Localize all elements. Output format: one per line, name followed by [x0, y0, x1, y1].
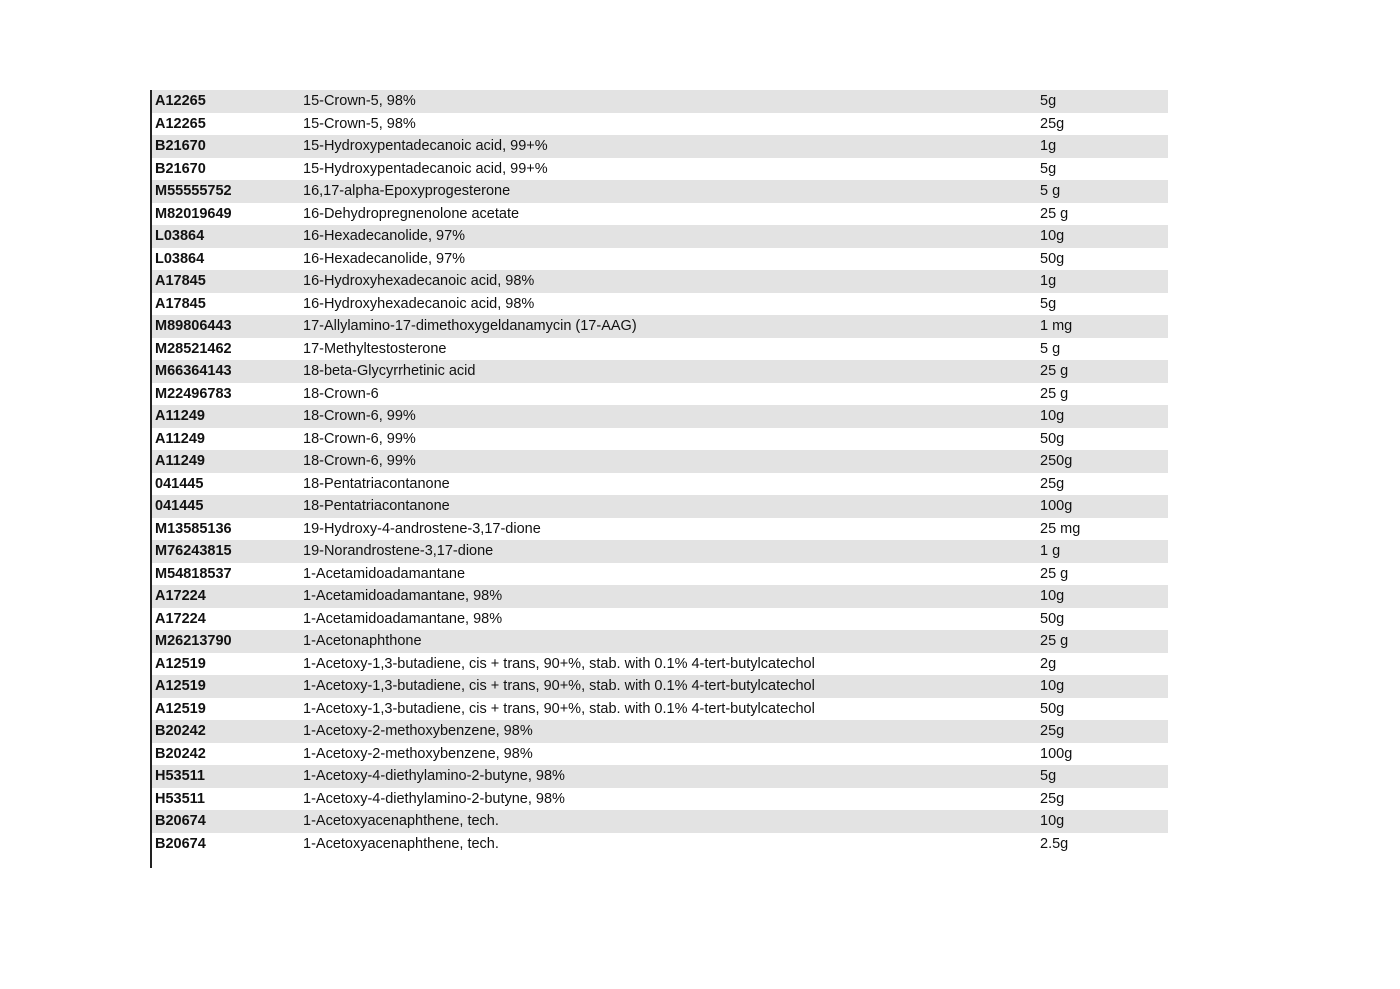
- product-name-cell: 1-Acetamidoadamantane: [303, 565, 466, 582]
- table-row: [152, 450, 1168, 473]
- table-row: [152, 585, 1168, 608]
- product-name-cell: 1-Acetoxy-4-diethylamino-2-butyne, 98%: [303, 790, 565, 807]
- product-name-cell: 1-Acetoxy-2-methoxybenzene, 98%: [303, 723, 533, 739]
- product-name-cell: 15-Hydroxypentadecanoic acid, 99+%: [303, 160, 548, 177]
- pack-size-cell: 25 g: [1040, 363, 1069, 379]
- catalog-number-cell: A17224: [155, 588, 206, 604]
- table-row: [152, 720, 1168, 743]
- pack-size-cell: 1g: [1040, 138, 1057, 154]
- table-border-tail: [152, 855, 1168, 868]
- product-name-cell: 1-Acetoxy-2-methoxybenzene, 98%: [303, 745, 533, 762]
- product-name-cell: 16,17-alpha-Epoxyprogesterone: [303, 183, 511, 199]
- pack-size-cell: 5 g: [1040, 183, 1061, 199]
- table-row: [152, 113, 1168, 136]
- table-row: [152, 540, 1168, 563]
- catalog-number-cell: A17845: [155, 273, 206, 289]
- product-name-cell: 18-Pentatriacontanone: [303, 475, 450, 492]
- table-row: [152, 495, 1168, 518]
- table-row: [152, 338, 1168, 361]
- catalog-number-cell: M26213790: [155, 633, 232, 649]
- product-name-cell: 1-Acetoxy-1,3-butadiene, cis + trans, 90+%, stab. with 0.1% 4-tert-butylcatechol: [303, 655, 815, 672]
- catalog-number-cell: H53511: [155, 768, 205, 784]
- table-row: [152, 743, 1168, 766]
- table-row: [152, 518, 1168, 541]
- catalog-number-cell: A11249: [155, 430, 205, 447]
- catalog-number-cell: 041445: [155, 475, 204, 492]
- catalog-number-cell: A12519: [155, 655, 206, 672]
- table-row: [152, 315, 1168, 338]
- table-row: [152, 833, 1168, 856]
- pack-size-cell: 25 g: [1040, 633, 1069, 649]
- pack-size-cell: 25g: [1040, 115, 1065, 132]
- catalog-number-cell: B20674: [155, 835, 206, 852]
- catalog-number-cell: M22496783: [155, 385, 232, 402]
- product-name-cell: 19-Hydroxy-4-androstene-3,17-dione: [303, 520, 541, 537]
- product-name-cell: 16-Hydroxyhexadecanoic acid, 98%: [303, 295, 535, 312]
- product-name-cell: 18-beta-Glycyrrhetinic acid: [303, 363, 476, 379]
- pack-size-cell: 50g: [1040, 250, 1065, 267]
- catalog-number-cell: H53511: [155, 790, 205, 807]
- catalog-number-cell: M28521462: [155, 340, 232, 357]
- product-name-cell: 18-Pentatriacontanone: [303, 498, 450, 514]
- catalog-number-cell: M76243815: [155, 543, 232, 559]
- pack-size-cell: 25 g: [1040, 565, 1069, 582]
- catalog-number-cell: A12519: [155, 700, 206, 717]
- pack-size-cell: 25 g: [1040, 205, 1069, 222]
- table-row: [152, 630, 1168, 653]
- pack-size-cell: 25 mg: [1040, 520, 1081, 537]
- product-name-cell: 1-Acetonaphthone: [303, 633, 422, 649]
- catalog-number-cell: A12519: [155, 678, 206, 694]
- pack-size-cell: 1 mg: [1040, 318, 1073, 334]
- catalog-number-cell: 041445: [155, 498, 204, 514]
- table-row: [152, 225, 1168, 248]
- catalog-number-cell: A12265: [155, 93, 206, 109]
- catalog-number-cell: A11249: [155, 453, 205, 469]
- catalog-number-cell: A12265: [155, 115, 206, 132]
- table-row: [152, 135, 1168, 158]
- table-row: [152, 293, 1168, 316]
- pack-size-cell: 5 g: [1040, 340, 1061, 357]
- catalog-number-cell: M13585136: [155, 520, 232, 537]
- table-row: [152, 698, 1168, 721]
- product-name-cell: 1-Acetoxyacenaphthene, tech.: [303, 813, 499, 829]
- table-row: [152, 90, 1168, 113]
- product-name-cell: 1-Acetamidoadamantane, 98%: [303, 610, 503, 627]
- table-row: [152, 473, 1168, 496]
- pack-size-cell: 250g: [1040, 453, 1073, 469]
- pack-size-cell: 25g: [1040, 475, 1065, 492]
- pack-size-cell: 10g: [1040, 813, 1065, 829]
- product-name-cell: 16-Hexadecanolide, 97%: [303, 250, 466, 267]
- catalog-number-cell: B20242: [155, 745, 206, 762]
- pack-size-cell: 100g: [1040, 498, 1073, 514]
- table-row: [152, 203, 1168, 226]
- catalog-number-cell: A11249: [155, 408, 205, 424]
- table-row: [152, 360, 1168, 383]
- product-name-cell: 18-Crown-6: [303, 385, 379, 402]
- catalog-number-cell: A17224: [155, 610, 206, 627]
- pack-size-cell: 5g: [1040, 93, 1057, 109]
- product-name-cell: 1-Acetoxy-4-diethylamino-2-butyne, 98%: [303, 768, 565, 784]
- catalog-number-cell: M89806443: [155, 318, 232, 334]
- pack-size-cell: 10g: [1040, 408, 1065, 424]
- product-name-cell: 19-Norandrostene-3,17-dione: [303, 543, 494, 559]
- pack-size-cell: 10g: [1040, 228, 1065, 244]
- catalog-number-cell: M82019649: [155, 205, 232, 222]
- product-name-cell: 1-Acetamidoadamantane, 98%: [303, 588, 503, 604]
- pack-size-cell: 50g: [1040, 430, 1065, 447]
- table-row: [152, 608, 1168, 631]
- table-row: [152, 158, 1168, 181]
- table-row: [152, 788, 1168, 811]
- table-row: [152, 248, 1168, 271]
- product-name-cell: 17-Allylamino-17-dimethoxygeldanamycin (17-AAG): [303, 318, 637, 334]
- product-name-cell: 16-Hexadecanolide, 97%: [303, 228, 466, 244]
- product-table: [150, 90, 1168, 868]
- pack-size-cell: 100g: [1040, 745, 1073, 762]
- pack-size-cell: 25 g: [1040, 385, 1069, 402]
- product-name-cell: 15-Crown-5, 98%: [303, 115, 416, 132]
- table-row: [152, 270, 1168, 293]
- pack-size-cell: 5g: [1040, 768, 1057, 784]
- product-name-cell: 16-Dehydropregnenolone acetate: [303, 205, 520, 222]
- table-row: [152, 383, 1168, 406]
- catalog-number-cell: M66364143: [155, 363, 232, 379]
- catalog-number-cell: B20674: [155, 813, 206, 829]
- pack-size-cell: 1 g: [1040, 543, 1061, 559]
- product-name-cell: 1-Acetoxyacenaphthene, tech.: [303, 835, 499, 852]
- pack-size-cell: 2g: [1040, 655, 1057, 672]
- product-name-cell: 1-Acetoxy-1,3-butadiene, cis + trans, 90+%, stab. with 0.1% 4-tert-butylcatechol: [303, 678, 815, 694]
- product-name-cell: 1-Acetoxy-1,3-butadiene, cis + trans, 90+%, stab. with 0.1% 4-tert-butylcatechol: [303, 700, 815, 717]
- catalog-number-cell: L03864: [155, 250, 205, 267]
- table-row: [152, 675, 1168, 698]
- product-name-cell: 18-Crown-6, 99%: [303, 453, 416, 469]
- pack-size-cell: 2.5g: [1040, 835, 1069, 852]
- table-row: [152, 563, 1168, 586]
- pack-size-cell: 25g: [1040, 790, 1065, 807]
- catalog-number-cell: M54818537: [155, 565, 232, 582]
- pack-size-cell: 1g: [1040, 273, 1057, 289]
- product-name-cell: 15-Hydroxypentadecanoic acid, 99+%: [303, 138, 548, 154]
- catalog-number-cell: M55555752: [155, 183, 232, 199]
- pack-size-cell: 50g: [1040, 700, 1065, 717]
- table-row: [152, 765, 1168, 788]
- catalog-number-cell: B21670: [155, 138, 206, 154]
- pack-size-cell: 10g: [1040, 678, 1065, 694]
- table-row: [152, 810, 1168, 833]
- catalog-number-cell: A17845: [155, 295, 206, 312]
- pack-size-cell: 25g: [1040, 723, 1065, 739]
- table-row: [152, 405, 1168, 428]
- table-row: [152, 428, 1168, 451]
- catalog-number-cell: B20242: [155, 723, 206, 739]
- pack-size-cell: 5g: [1040, 295, 1057, 312]
- product-name-cell: 15-Crown-5, 98%: [303, 93, 416, 109]
- product-name-cell: 18-Crown-6, 99%: [303, 430, 416, 447]
- product-name-cell: 18-Crown-6, 99%: [303, 408, 416, 424]
- catalog-number-cell: L03864: [155, 228, 205, 244]
- table-row: [152, 180, 1168, 203]
- pack-size-cell: 50g: [1040, 610, 1065, 627]
- table-row: [152, 653, 1168, 676]
- pack-size-cell: 5g: [1040, 160, 1057, 177]
- catalog-number-cell: B21670: [155, 160, 206, 177]
- pack-size-cell: 10g: [1040, 588, 1065, 604]
- product-name-cell: 16-Hydroxyhexadecanoic acid, 98%: [303, 273, 535, 289]
- product-name-cell: 17-Methyltestosterone: [303, 340, 447, 357]
